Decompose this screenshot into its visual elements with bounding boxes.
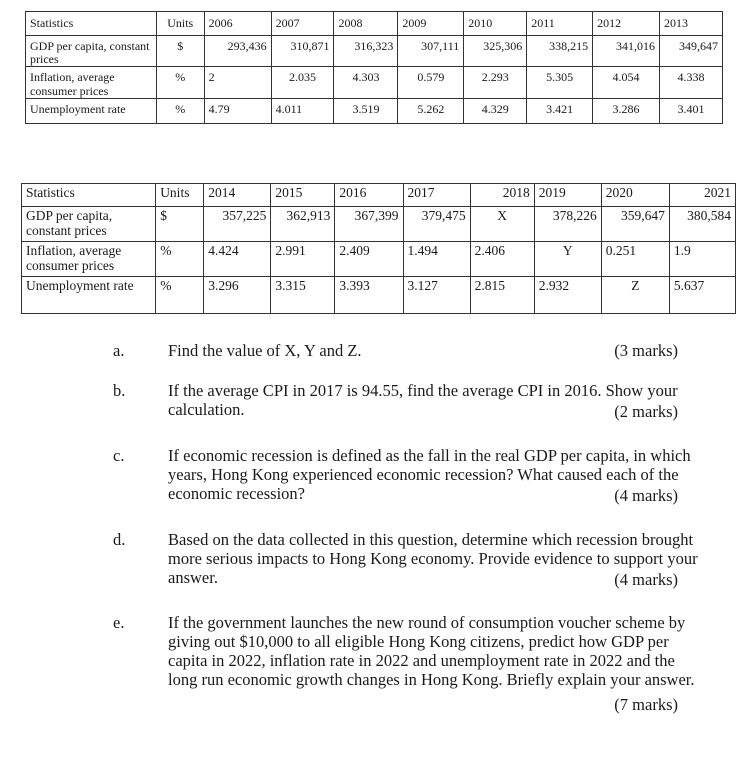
- data-cell: 325,306: [464, 36, 527, 67]
- question-marks: (2 marks): [614, 402, 678, 421]
- table-header-row: [26, 12, 723, 36]
- question-label: e.: [113, 613, 125, 632]
- data-cell: 3.401: [660, 98, 723, 123]
- table-row: [22, 207, 736, 242]
- row-label: GDP per capita, constant prices: [26, 36, 157, 67]
- table-row: [22, 277, 736, 314]
- header-cell: 2012: [593, 12, 660, 36]
- data-cell: 5.262: [398, 98, 464, 123]
- data-cell: 2.406: [470, 242, 534, 277]
- header-cell: 2019: [534, 184, 601, 207]
- unit-cell: %: [156, 98, 204, 123]
- data-cell: 379,475: [403, 207, 470, 242]
- row-label: Inflation, average consumer prices: [22, 242, 156, 277]
- data-cell: 2.409: [335, 242, 403, 277]
- header-cell: 2009: [398, 12, 464, 36]
- table-row: [26, 36, 723, 67]
- question-text: If economic recession is defined as the fall in the real GDP per capita, in which years, Hong Kong experienced economic recession? What caused each of the economic recession?: [168, 446, 691, 503]
- data-cell: 4.424: [204, 242, 271, 277]
- data-cell: 3.393: [335, 277, 403, 314]
- question-text: Based on the data collected in this question, determine which recession brought more serious impacts to Hong Kong economy. Provide evidence to support your answer.: [168, 530, 698, 587]
- header-cell: Statistics: [26, 12, 157, 36]
- table-row: [26, 98, 723, 123]
- header-cell: Units: [156, 12, 204, 36]
- header-cell: 2010: [464, 12, 527, 36]
- data-cell: 380,584: [669, 207, 735, 242]
- data-cell: 3.421: [527, 98, 593, 123]
- header-cell: 2013: [660, 12, 723, 36]
- data-cell: X: [470, 207, 534, 242]
- question-label: c.: [113, 446, 125, 465]
- row-label: Inflation, average consumer prices: [26, 67, 157, 98]
- unit-cell: %: [156, 277, 204, 314]
- data-cell: 4.79: [204, 98, 271, 123]
- header-cell: 2020: [601, 184, 669, 207]
- header-cell: 2017: [403, 184, 470, 207]
- table-row: [22, 242, 736, 277]
- table-header-row: [22, 184, 736, 207]
- header-cell: 2021: [669, 184, 735, 207]
- data-cell: 307,111: [398, 36, 464, 67]
- unit-cell: $: [156, 207, 204, 242]
- data-cell: 0.579: [398, 67, 464, 98]
- data-cell: 378,226: [534, 207, 601, 242]
- question-label: a.: [113, 341, 125, 360]
- row-label: Unemployment rate: [22, 277, 156, 314]
- data-cell: 341,016: [593, 36, 660, 67]
- data-cell: 2.815: [470, 277, 534, 314]
- data-cell: 3.315: [271, 277, 335, 314]
- table-row: [26, 67, 723, 98]
- data-cell: 1.494: [403, 242, 470, 277]
- statistics-table-2006-2013: [25, 11, 723, 124]
- data-cell: 4.303: [334, 67, 398, 98]
- question-marks: (7 marks): [614, 695, 678, 714]
- unit-cell: %: [156, 242, 204, 277]
- header-cell: 2018: [470, 184, 534, 207]
- row-label: Unemployment rate: [26, 98, 157, 123]
- question-label: d.: [113, 530, 126, 549]
- data-cell: 3.127: [403, 277, 470, 314]
- question-marks: (3 marks): [614, 341, 678, 360]
- data-cell: 4.054: [593, 67, 660, 98]
- data-cell: 2.932: [534, 277, 601, 314]
- unit-cell: $: [156, 36, 204, 67]
- data-cell: 357,225: [204, 207, 271, 242]
- header-cell: 2016: [335, 184, 403, 207]
- data-cell: 5.637: [669, 277, 735, 314]
- data-cell: 316,323: [334, 36, 398, 67]
- header-cell: Units: [156, 184, 204, 207]
- data-cell: Y: [534, 242, 601, 277]
- data-cell: 2: [204, 67, 271, 98]
- data-cell: 310,871: [271, 36, 334, 67]
- question-label: b.: [113, 381, 126, 400]
- data-cell: 2.035: [271, 67, 334, 98]
- header-cell: 2015: [271, 184, 335, 207]
- data-cell: 367,399: [335, 207, 403, 242]
- header-cell: Statistics: [22, 184, 156, 207]
- header-cell: 2014: [204, 184, 271, 207]
- data-cell: 4.338: [660, 67, 723, 98]
- statistics-table-2014-2021: [21, 183, 736, 314]
- header-cell: 2006: [204, 12, 271, 36]
- question-text: If the average CPI in 2017 is 94.55, find the average CPI in 2016. Show your calculation.: [168, 381, 678, 419]
- data-cell: 338,215: [527, 36, 593, 67]
- header-cell: 2007: [271, 12, 334, 36]
- data-cell: 3.296: [204, 277, 271, 314]
- data-cell: 293,436: [204, 36, 271, 67]
- data-cell: 2.293: [464, 67, 527, 98]
- data-cell: 4.329: [464, 98, 527, 123]
- question-text: If the government launches the new round of consumption voucher scheme by giving out $10,000 to all eligible Hong Kong citizens, predict how GDP per capita in 2022, inflation rate in 2022 and unemployment rate in 2022 and the long run economic growth changes in Hong Kong. Briefly explain your answer.: [168, 613, 695, 689]
- data-cell: 349,647: [660, 36, 723, 67]
- data-cell: 4.011: [271, 98, 334, 123]
- question-text: Find the value of X, Y and Z.: [168, 341, 362, 360]
- data-cell: 359,647: [601, 207, 669, 242]
- row-label: GDP per capita, constant prices: [22, 207, 156, 242]
- data-cell: 362,913: [271, 207, 335, 242]
- header-cell: 2008: [334, 12, 398, 36]
- data-cell: 2.991: [271, 242, 335, 277]
- unit-cell: %: [156, 67, 204, 98]
- question-marks: (4 marks): [614, 486, 678, 505]
- data-cell: 1.9: [669, 242, 735, 277]
- data-cell: 3.286: [593, 98, 660, 123]
- data-cell: 0.251: [601, 242, 669, 277]
- question-marks: (4 marks): [614, 570, 678, 589]
- header-cell: 2011: [527, 12, 593, 36]
- data-cell: Z: [601, 277, 669, 314]
- data-cell: 3.519: [334, 98, 398, 123]
- data-cell: 5.305: [527, 67, 593, 98]
